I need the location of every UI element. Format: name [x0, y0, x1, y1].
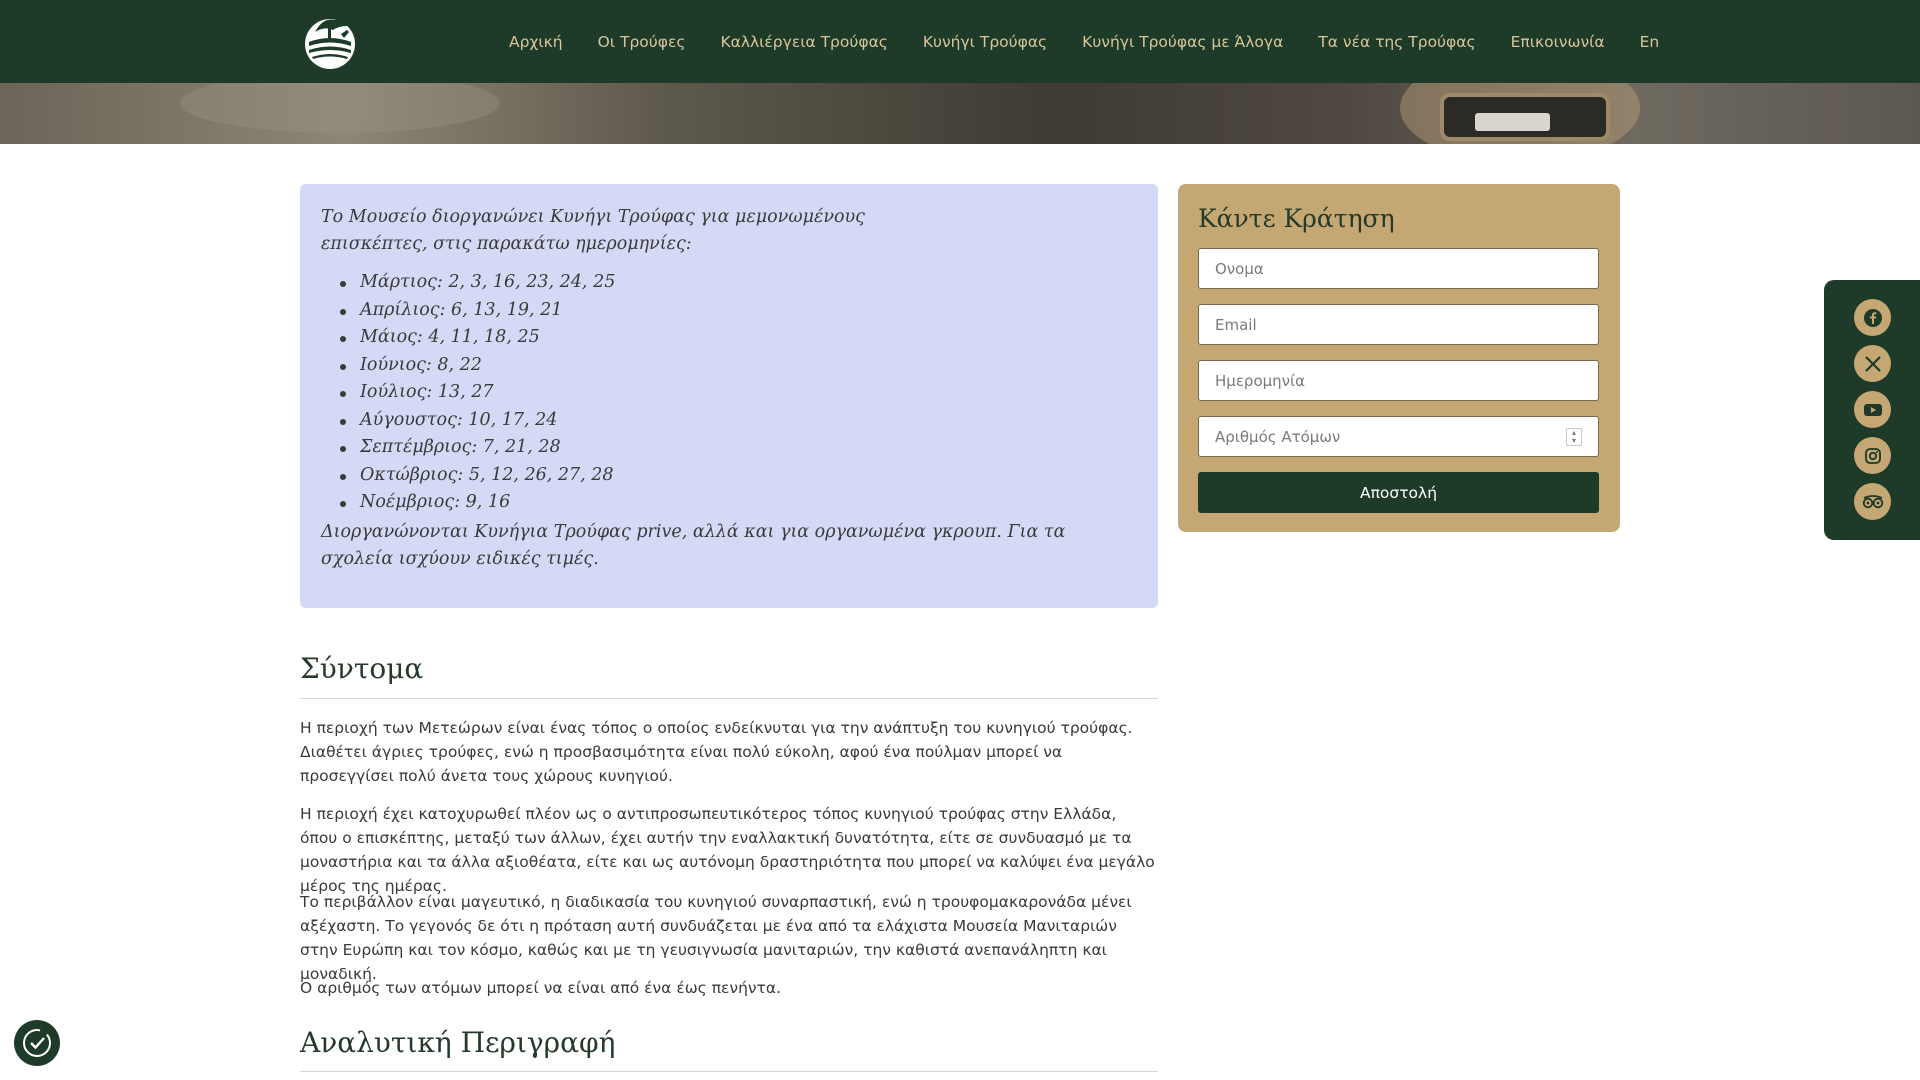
name-placeholder: Ονομα [1215, 259, 1264, 278]
list-item: Νοέμβριος: 9, 16 [340, 489, 1138, 517]
hunting-dates-box [300, 184, 1158, 608]
list-item: Μάιος: 4, 11, 18, 25 [340, 324, 1138, 352]
social-sidebar [1824, 280, 1920, 540]
divider [300, 1071, 1158, 1072]
people-count-field[interactable] [1198, 416, 1599, 457]
nav-item-contact[interactable]: Επικοινωνία [1510, 32, 1605, 51]
name-field[interactable] [1198, 248, 1599, 289]
youtube-icon[interactable] [1854, 391, 1891, 428]
paragraph: Η περιοχή των Μετεώρων είναι ένας τόπος ο οποίος ενδείκνυται για την ανάπτυξη του κυνηγιού τρούφας. Διαθέτει άγριες τρούφες, ενώ η προσβασιμότητα είναι πολύ εύκολη, αφού ένα πούλμαν μπορεί να προσεγγίσει πολύ άνετα τους χώρους κυνηγιού. [300, 719, 1133, 785]
email-placeholder: Email [1215, 315, 1257, 334]
site-header [0, 0, 1920, 83]
x-icon[interactable] [1854, 345, 1891, 382]
facebook-icon[interactable] [1854, 299, 1891, 336]
hero-image [0, 83, 1920, 144]
list-item: Ιούλιος: 13, 27 [340, 379, 1138, 407]
booking-form [1178, 184, 1620, 532]
list-item: Απρίλιος: 6, 13, 19, 21 [340, 297, 1138, 325]
dates-list [340, 269, 1138, 517]
nav-item-truffle-hunting-horses[interactable]: Κυνήγι Τρούφας με Άλογα [1082, 32, 1284, 51]
paragraph: Ο αριθμός των ατόμων μπορεί να είναι από ένα έως πενήντα. [300, 979, 782, 997]
email-field[interactable] [1198, 304, 1599, 345]
main-nav [490, 0, 1659, 83]
cookie-settings-button[interactable] [14, 1020, 60, 1066]
section-title-detail: Αναλυτική Περιγραφή [300, 1026, 616, 1059]
list-item: Μάρτιος: 2, 3, 16, 23, 24, 25 [340, 269, 1138, 297]
submit-button[interactable]: Αποστολή [1198, 472, 1599, 513]
cookie-check-icon [21, 1027, 53, 1059]
list-item: Ιούνιος: 8, 22 [340, 352, 1138, 380]
instagram-icon[interactable] [1854, 437, 1891, 474]
paragraph: Το περιβάλλον είναι μαγευτικό, η διαδικασία του κυνηγιού συναρπαστική, ενώ η τρουφομακαρονάδα μένει αξέχαστη. Το γεγονός δε ότι η πρόταση αυτή συνδυάζεται με ένα από τα ελάχιστα Μουσεία Μανιταριών στην Ευρώπη και τον κόσμο, καθώς και με τη γευσιγνωσία μανιταριών, την καθιστά ανεπανάληπτη και μοναδική. [300, 893, 1132, 983]
nav-item-truffle-news[interactable]: Τα νέα της Τρούφας [1318, 32, 1476, 51]
list-item: Σεπτέμβριος: 7, 21, 28 [340, 434, 1138, 462]
divider [300, 698, 1158, 699]
tripadvisor-icon[interactable] [1854, 483, 1891, 520]
nav-item-truffles[interactable]: Οι Τρούφες [597, 32, 686, 51]
nav-item-home[interactable]: Αρχική [509, 32, 563, 51]
booking-title: Κάντε Κράτηση [1198, 204, 1395, 233]
nav-item-language-en[interactable]: En [1639, 32, 1660, 51]
list-item: Αύγουστος: 10, 17, 24 [340, 407, 1138, 435]
section-title-short: Σύντομα [300, 652, 424, 685]
dates-intro: Το Μουσείο διοργανώνει Κυνήγι Τρούφας για μεμονωμένους επισκέπτες, στις παρακάτω ημερομηνίες: [321, 207, 865, 254]
date-field[interactable] [1198, 360, 1599, 401]
nav-item-truffle-hunting[interactable]: Κυνήγι Τρούφας [922, 32, 1048, 51]
dates-outro: Διοργανώνονται Κυνήγια Τρούφας prive, αλλά και για οργανωμένα γκρουπ. Για τα σχολεία ισχύουν ειδικές τιμές. [321, 521, 1066, 569]
logo[interactable] [303, 12, 357, 70]
nav-item-truffle-cultivation[interactable]: Καλλιέργεια Τρούφας [720, 32, 888, 51]
number-stepper[interactable]: ▴ ▾ [1566, 428, 1582, 446]
date-placeholder: Ημερομηνία [1215, 371, 1306, 390]
people-placeholder: Αριθμός Ατόμων [1215, 427, 1341, 446]
list-item: Οκτώβριος: 5, 12, 26, 27, 28 [340, 462, 1138, 490]
paragraph: Η περιοχή έχει κατοχυρωθεί πλέον ως ο αντιπροσωπευτικότερος τόπος κυνηγιού τρούφας στην Ελλάδα, όπου ο επισκέπτης, μεταξύ των άλλων, έχει αυτήν την εναλλακτική δυνατότητα, είτε σε συνδυασμό με τα μοναστήρια και τα άλλα αξιοθέατα, είτε και ως αυτόνομη δραστηριότητα που μπορεί να καλύψει ένα μεγάλο μέρος της ημέρας. [300, 805, 1155, 895]
